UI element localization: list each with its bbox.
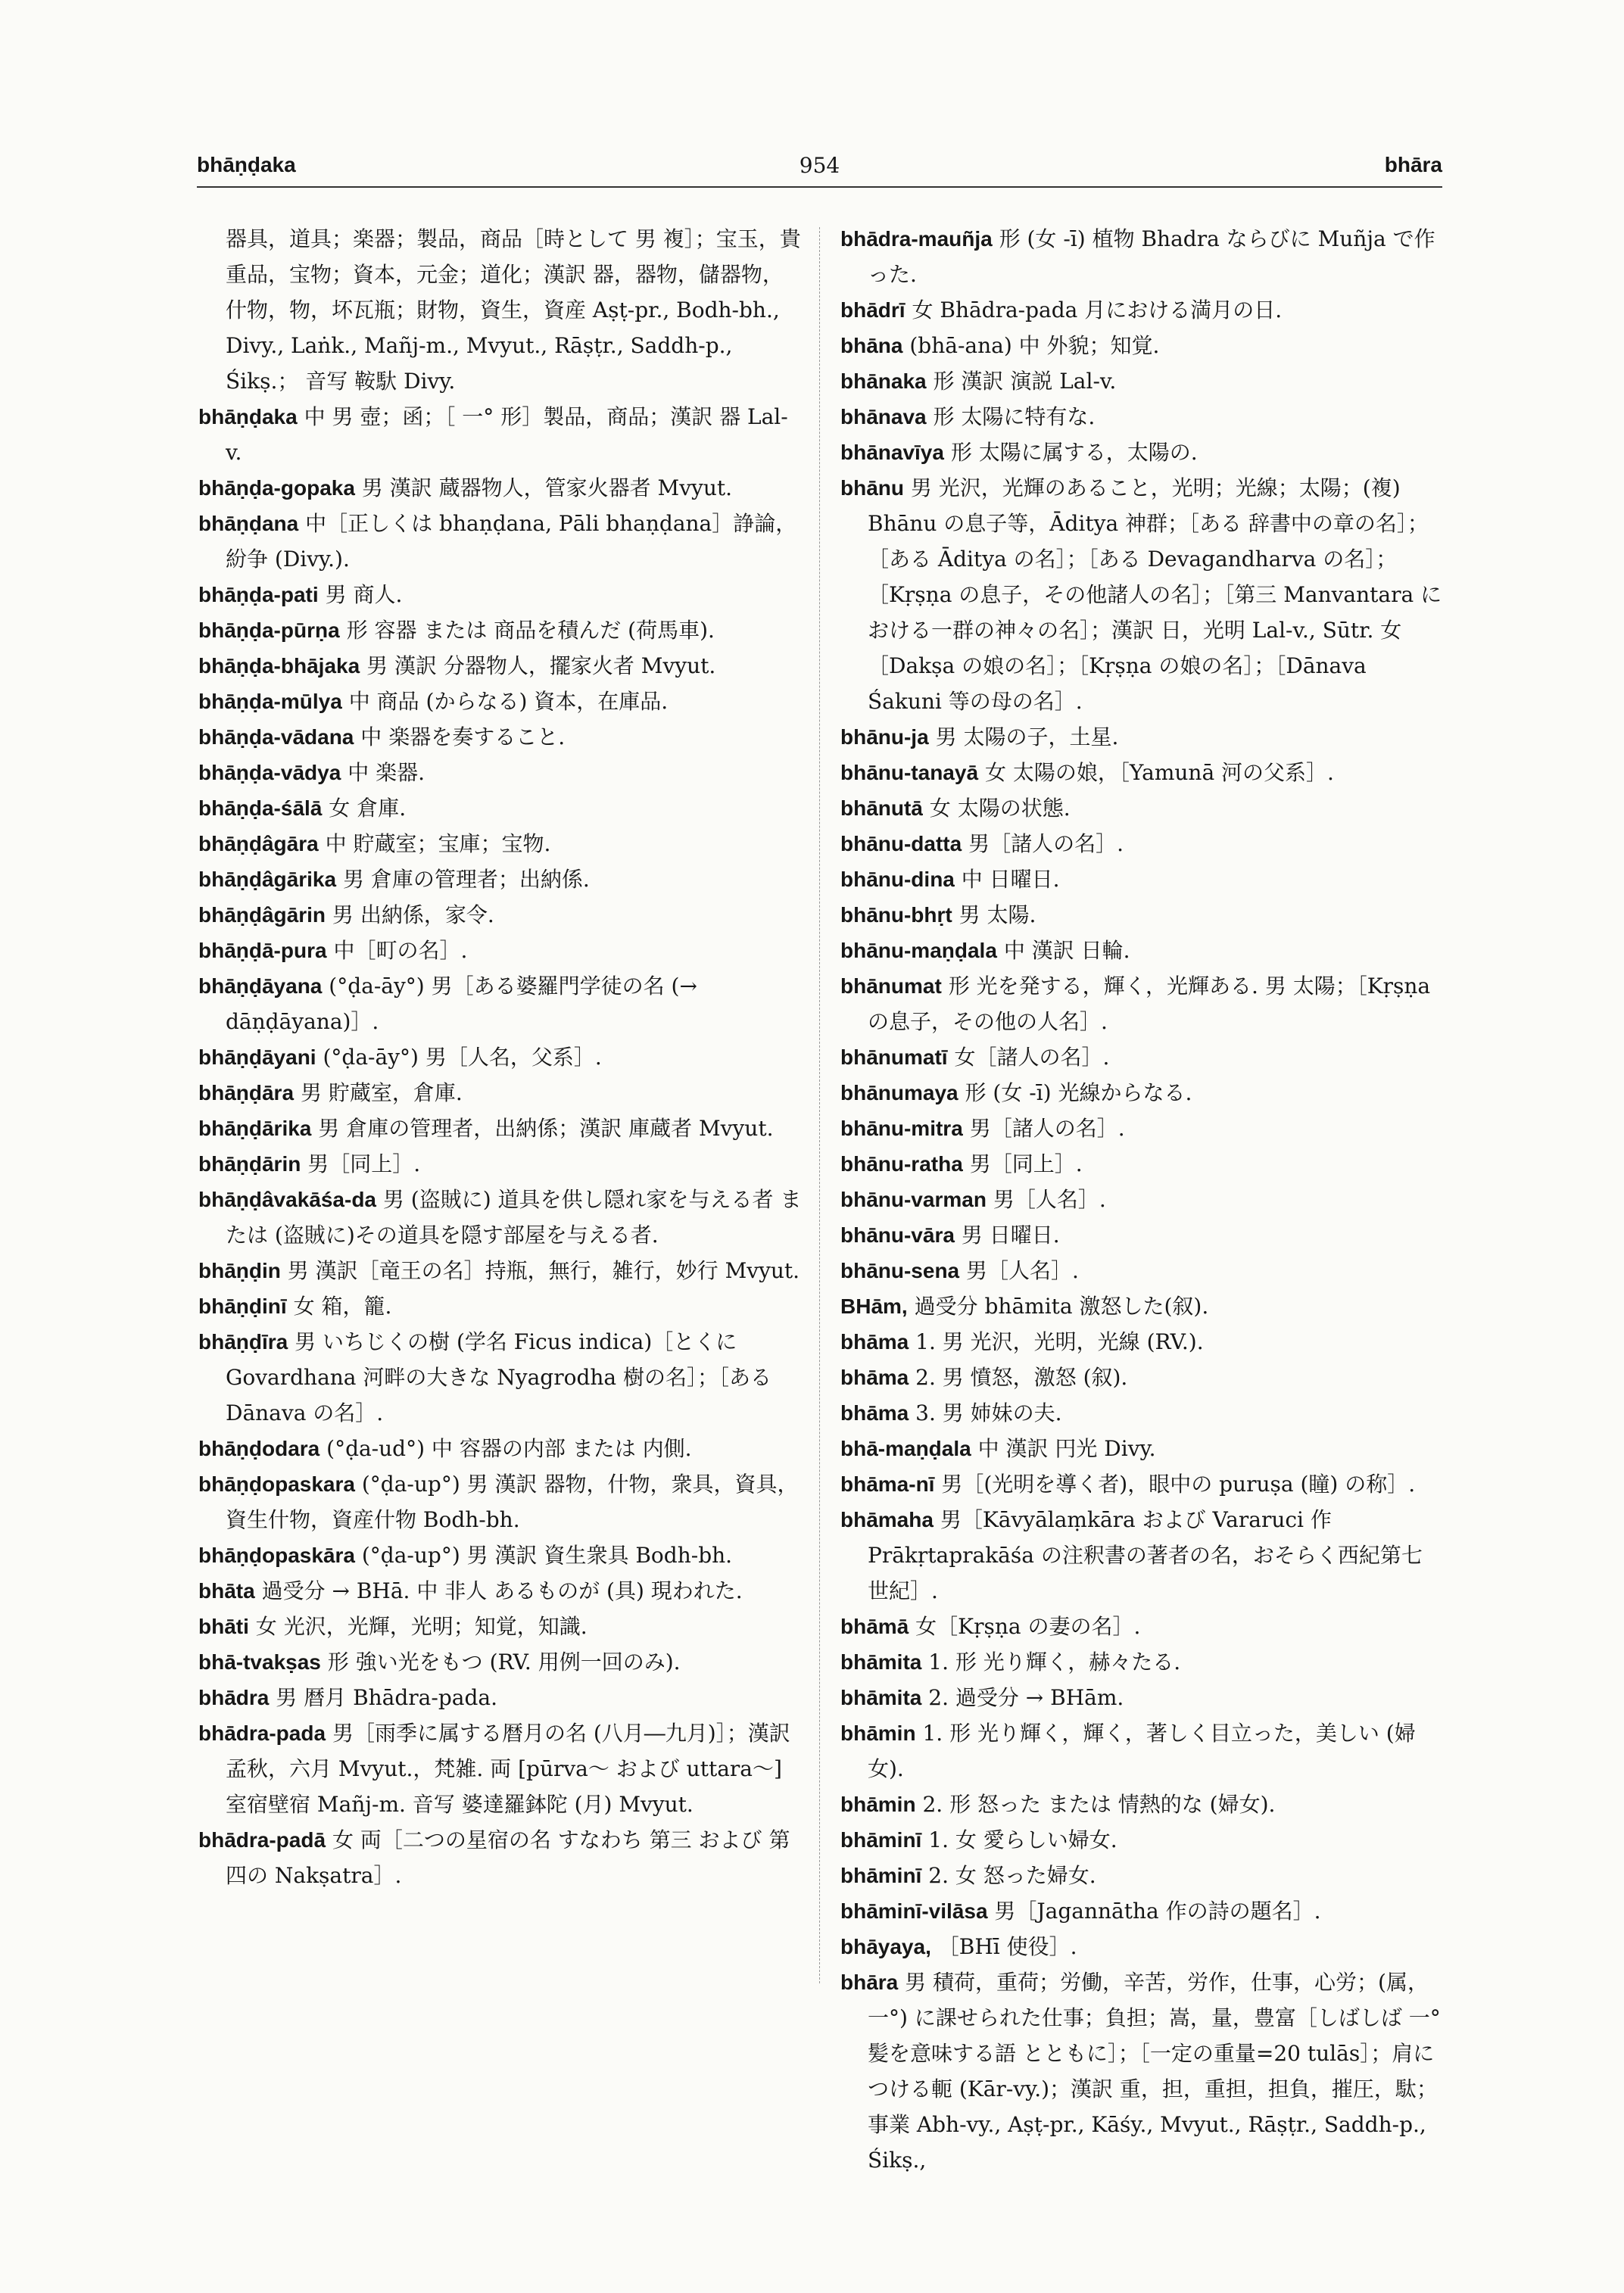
entry-definition: (°ḍa-āy°) 男［ある婆羅門学徒の名 (→ dāṇḍāyana)］. — [226, 974, 697, 1034]
entry-definition: 女 太陽の状態. — [929, 796, 1071, 821]
right-column — [840, 221, 1442, 2178]
entry-definition: 1. 男 光沢，光明，光線 (RV.). — [915, 1329, 1204, 1354]
entry-definition: 男 太陽. — [959, 902, 1036, 927]
entry-definition: 形 漢訳 演説 Lal-v. — [933, 369, 1117, 394]
entry-headword: bhāṇḍa-vādya — [198, 761, 341, 784]
entry-headword: bhāṇḍa-bhājaka — [198, 654, 360, 678]
entry-definition: 男 倉庫の管理者，出納係；漢訳 庫蔵者 Mvyut. — [318, 1116, 774, 1141]
entry-definition: 中 日曜日. — [961, 867, 1060, 892]
entry-definition: 1. 形 光り輝く，輝く，著しく目立った，美しい (婦女). — [868, 1721, 1416, 1781]
dictionary-entry — [198, 684, 804, 719]
entry-headword: bhāṇḍa-śālā — [198, 796, 323, 820]
entry-definition: 男［(光明を導く者)，眼中の puruṣa (瞳) の称］. — [941, 1472, 1416, 1497]
entry-headword: bhāṇḍâvakāśa-da — [198, 1188, 376, 1211]
entry-headword: bhāṇḍāyani — [198, 1045, 316, 1069]
entry-definition: (bhā-ana) 中 外貌；知覚. — [909, 333, 1160, 358]
dictionary-entry — [840, 1822, 1442, 1858]
dictionary-entry — [198, 897, 804, 933]
dictionary-entry — [840, 719, 1442, 755]
entry-definition: 男 積荷，重荷；労働，辛苦，労作，仕事，心労；(属，一°) に課せられた仕事；負担；嵩，量，豊富［しばしば 一° 髪を意味する語 とともに］；［一定の重量=20 tulās］；肩につける軛 (Kār-vy.)；漢訳 重，担，重担，担負，摧圧，駄；事業 Abh-vy., Aṣṭ-pr., Kāśy., Mvyut., Rāṣṭr., Saddh-p., Śikṣ., — [868, 1970, 1441, 2173]
dictionary-entry — [840, 1253, 1442, 1288]
entry-headword: bhānu-tanayā — [840, 761, 979, 784]
entry-headword: bhānumatī — [840, 1045, 948, 1069]
entry-definition: 男［人名］. — [993, 1187, 1106, 1212]
dictionary-entry — [840, 897, 1442, 933]
dictionary-entry — [840, 1395, 1442, 1431]
dictionary-entry — [198, 1039, 804, 1075]
entry-definition: 男［同上］. — [969, 1151, 1083, 1176]
entry-headword: bhāmaha — [840, 1508, 934, 1531]
entry-definition: ［BHī 使役］. — [937, 1934, 1077, 1959]
entry-definition: 中 漢訳 日輪. — [1003, 938, 1130, 963]
entry-definition: 女 両［二つの星宿の名 すなわち 第三 および 第四の Nakṣatra］. — [226, 1827, 790, 1888]
entry-headword: bhāṇḍārin — [198, 1152, 301, 1176]
dictionary-entry — [840, 1039, 1442, 1075]
entry-headword: bhānutā — [840, 796, 923, 820]
entry-definition: 男 日曜日. — [961, 1223, 1060, 1248]
entry-definition: 2. 男 憤怒，激怒 (叙). — [915, 1365, 1128, 1390]
entry-headword: bhādra-pada — [198, 1721, 326, 1745]
entry-definition: 形 (女 -ī) 植物 Bhadra ならびに Muñja で作った. — [868, 226, 1435, 287]
entry-definition: 形 (女 -ī) 光線からなる. — [965, 1080, 1192, 1105]
entry-headword: bhā-maṇḍala — [840, 1437, 971, 1460]
entry-headword: bhāra — [840, 1971, 899, 1994]
entry-definition: 2. 形 怒った または 情熱的な (婦女). — [922, 1792, 1276, 1817]
entry-definition: (°ḍa-up°) 男 漢訳 資生衆具 Bodh-bh. — [361, 1543, 733, 1568]
entry-headword: bhāminī-vilāsa — [840, 1899, 988, 1923]
entry-headword: BHām, — [840, 1294, 908, 1318]
entry-definition: 男 漢訳［竜王の名］持瓶，無行，雑行，妙行 Mvyut. — [287, 1258, 800, 1283]
entry-definition: 器具，道具；楽器；製品，商品［時として 男 複］；宝玉，貴重品，宝物；資本，元金；道化；漢訳 器，器物，儲器物，什物，物，坏瓦瓶；財物，資生，資産 Aṣṭ-pr., Bodh-bh., Divy., Laṅk., Mañj-m., Mvyut., Rāṣṭr., Saddh-p., Śikṣ.； 音写 鞍馱 Divy. — [226, 226, 801, 394]
entry-definition: (°ḍa-up°) 男 漢訳 器物，什物，衆具，資具，資生什物，資産什物 Bodh-bh. — [226, 1472, 799, 1532]
entry-definition: 男［同上］. — [307, 1151, 421, 1176]
entry-definition: 男 (盗賊に) 道具を供し隠れ家を与える者 または (盗賊に)その道具を隠す部屋を与える者. — [226, 1187, 802, 1248]
entry-headword: bhāmita — [840, 1686, 922, 1709]
entry-headword: bhāmā — [840, 1615, 909, 1638]
entry-headword: bhādra-padā — [198, 1828, 326, 1852]
dictionary-entry — [840, 1288, 1442, 1324]
entry-headword: bhāma — [840, 1330, 909, 1354]
entry-definition: 2. 過受分 → BHām. — [928, 1685, 1124, 1710]
entry-headword: bhādrī — [840, 298, 906, 322]
entry-headword: bhāṇḍā-pura — [198, 939, 327, 962]
dictionary-entry — [198, 1466, 804, 1537]
dictionary-entry — [840, 1502, 1442, 1609]
dictionary-entry — [840, 1075, 1442, 1111]
dictionary-entry — [840, 399, 1442, 435]
entry-headword: bhāṇḍana — [198, 512, 299, 535]
entry-headword: bhāminī — [840, 1864, 922, 1887]
entry-definition: 男 漢訳 分器物人，擺家火者 Mvyut. — [366, 653, 716, 678]
dictionary-entry — [840, 968, 1442, 1039]
dictionary-entry — [840, 1182, 1442, 1217]
entry-definition: 男 倉庫の管理者；出納係. — [342, 867, 590, 892]
entry-definition: 男［諸人の名］. — [969, 1116, 1125, 1141]
entry-definition: 男［諸人の名］. — [968, 831, 1124, 856]
dictionary-entry — [198, 1182, 804, 1253]
entry-headword: bhānu — [840, 476, 904, 500]
entry-headword: bhāṇḍin — [198, 1259, 281, 1282]
entry-definition: 中 楽器を奏すること. — [360, 724, 566, 749]
entry-definition: 過受分 bhāmita 激怒した(叙). — [914, 1294, 1209, 1319]
entry-definition: 過受分 → BHā. 中 非人 あるものが (具) 現われた. — [261, 1578, 743, 1603]
entry-headword: bhānu-sena — [840, 1259, 960, 1282]
entry-definition: 男 商人. — [325, 582, 403, 607]
dictionary-entry — [198, 399, 804, 470]
dictionary-entry — [198, 1288, 804, 1324]
dictionary-entry — [198, 1537, 804, 1573]
entry-definition: 女 Bhādra-pada 月における満月の日. — [912, 298, 1283, 322]
entry-definition: 男 漢訳 蔵器物人，管家火器者 Mvyut. — [361, 475, 733, 500]
entry-headword: bhāma-nī — [840, 1472, 935, 1496]
dictionary-entry — [840, 221, 1442, 292]
dictionary-entry — [198, 506, 804, 577]
entry-headword: bhāṇḍa-mūlya — [198, 690, 342, 713]
dictionary-entry — [840, 1893, 1442, 1929]
dictionary-entry — [198, 612, 804, 648]
entry-headword: bhāmin — [840, 1721, 916, 1745]
entry-definition: 1. 形 光り輝く，赫々たる. — [928, 1650, 1181, 1675]
dictionary-entry — [840, 292, 1442, 328]
dictionary-entry — [840, 1609, 1442, 1644]
dictionary-entry — [198, 719, 804, 755]
entry-definition: 女 光沢，光輝，光明；知覚，知識. — [255, 1614, 588, 1639]
entry-headword: bhānu-bhṛt — [840, 903, 952, 927]
entry-headword: bhāṇḍâgāra — [198, 832, 319, 855]
entry-definition: 1. 女 愛らしい婦女. — [928, 1827, 1117, 1852]
entry-headword: bhānu-datta — [840, 832, 962, 855]
entry-headword: bhāṇḍodara — [198, 1437, 320, 1460]
entry-headword: bhāṇḍopaskāra — [198, 1544, 355, 1567]
dictionary-entry — [198, 933, 804, 968]
entry-definition: 中［町の名］. — [333, 938, 468, 963]
dictionary-entry — [840, 1787, 1442, 1822]
entry-headword: bhāmita — [840, 1650, 922, 1674]
dictionary-entry — [198, 1431, 804, 1466]
entry-definition: 形 太陽に特有な. — [933, 404, 1096, 429]
dictionary-entry — [840, 1360, 1442, 1395]
entry-headword: bhāma — [840, 1366, 909, 1389]
entry-definition: 形 光を発する，輝く，光輝ある. 男 太陽；［Kṛṣṇa の息子，その他の人名］. — [868, 974, 1431, 1034]
entry-headword: bhāmin — [840, 1793, 916, 1816]
entry-headword: bhāyaya, — [840, 1935, 931, 1958]
entry-headword: bhāti — [198, 1615, 249, 1638]
entry-definition: 2. 女 怒った婦女. — [928, 1863, 1096, 1888]
entry-definition: 男［雨季に属する暦月の名 (八月―九月)］；漢訳 孟秋，六月 Mvyut.，梵雑. 両 [pūrva～ および uttara～] 室宿壁宿 Mañj-m. 音写 婆達羅鉢陀 (月) Mvyut. — [226, 1721, 790, 1817]
entry-headword: bhānumat — [840, 974, 942, 998]
dictionary-entry — [840, 1146, 1442, 1182]
header-right-headword: bhāra — [1384, 153, 1442, 176]
dictionary-entry — [198, 1609, 804, 1644]
entry-headword: bhāṇḍa-pūrṇa — [198, 618, 340, 642]
dictionary-entry — [198, 1644, 804, 1680]
dictionary-entry — [840, 755, 1442, 790]
entry-headword: bhānumaya — [840, 1081, 959, 1104]
entry-headword: bhādra-mauñja — [840, 227, 993, 251]
dictionary-entry — [198, 1075, 804, 1111]
dictionary-entry — [198, 1253, 804, 1288]
entry-headword: bhānu-mitra — [840, 1117, 963, 1140]
entry-definition: 男 暦月 Bhādra-pada. — [276, 1685, 497, 1710]
dictionary-entry — [840, 1431, 1442, 1466]
entry-definition: 形 太陽に属する，太陽の. — [950, 440, 1198, 465]
entry-definition: 女 倉庫. — [329, 796, 407, 821]
dictionary-entry — [840, 1324, 1442, 1360]
entry-definition: 女［Kṛṣṇa の妻の名］. — [915, 1614, 1141, 1639]
entry-headword: bhāma — [840, 1401, 909, 1425]
left-column — [198, 221, 804, 1893]
entry-headword: bhāṇḍīra — [198, 1330, 288, 1354]
entry-headword: bhānava — [840, 405, 927, 428]
entry-headword: bhāṇḍâgārin — [198, 903, 326, 927]
entry-headword: bhāṇḍāyana — [198, 974, 323, 998]
dictionary-entry — [198, 826, 804, 861]
entry-headword: bhāminī — [840, 1828, 922, 1852]
dictionary-entry — [198, 1573, 804, 1609]
entry-definition: 男［人名］. — [966, 1258, 1079, 1283]
entry-definition: (°ḍa-āy°) 男［人名，父系］. — [323, 1045, 602, 1070]
entry-definition: 中 漢訳 円光 Divy. — [977, 1436, 1156, 1461]
entry-headword: bhāṇḍa-pati — [198, 583, 319, 606]
dictionary-entry — [840, 933, 1442, 968]
dictionary-entry — [198, 1111, 804, 1146]
entry-headword: bhādra — [198, 1686, 270, 1709]
entry-definition: 3. 男 姉妹の夫. — [915, 1400, 1062, 1425]
entry-definition: 女 太陽の娘，［Yamunā 河の父系］. — [984, 760, 1334, 785]
entry-headword: bhānu-vāra — [840, 1223, 955, 1247]
entry-definition: 男 出納係，家令. — [332, 902, 494, 927]
dictionary-entry — [198, 1715, 804, 1822]
dictionary-entry — [840, 1680, 1442, 1715]
entry-headword: bhānavīya — [840, 441, 944, 464]
dictionary-entry — [840, 435, 1442, 470]
entry-headword: bhāṇḍa-vādana — [198, 725, 354, 749]
dictionary-entry — [198, 790, 804, 826]
dictionary-entry — [840, 1466, 1442, 1502]
entry-headword: bhāṇḍopaskara — [198, 1472, 355, 1496]
entry-definition: 中 貯蔵室；宝庫；宝物. — [325, 831, 551, 856]
dictionary-entry — [840, 1111, 1442, 1146]
dictionary-entry — [198, 648, 804, 684]
entry-headword: bhānu-maṇḍala — [840, 939, 997, 962]
entry-definition: 中［正しくは bhaṇḍana, Pāli bhaṇḍana］諍論，紛争 (Divy.). — [226, 511, 797, 572]
entry-definition: 中 楽器. — [348, 760, 425, 785]
dictionary-entry — [198, 1822, 804, 1893]
entry-definition: 男 貯蔵室，倉庫. — [300, 1080, 463, 1105]
entry-headword: bhāta — [198, 1579, 255, 1603]
entry-definition: 男 いちじくの樹 (学名 Ficus indica)［とくに Govardhana 河畔の大きな Nyagrodha 樹の名］；［ある Dānava の名］. — [226, 1329, 772, 1425]
entry-definition: 男［Jagannātha 作の詩の題名］. — [994, 1899, 1321, 1924]
entry-headword: bhānu-ratha — [840, 1152, 963, 1176]
column-divider — [819, 227, 820, 1983]
dictionary-entry — [198, 861, 804, 897]
dictionary-entry — [840, 1217, 1442, 1253]
dictionary-entry — [840, 861, 1442, 897]
entry-headword: bhā-tvakṣas — [198, 1650, 321, 1674]
entry-headword: bhānu-varman — [840, 1188, 987, 1211]
dictionary-entry — [840, 1644, 1442, 1680]
dictionary-entry — [840, 1929, 1442, 1964]
dictionary-entry — [198, 968, 804, 1039]
dictionary-entry — [840, 790, 1442, 826]
entry-definition: 男 太陽の子，土星. — [935, 724, 1119, 749]
dictionary-entry — [840, 826, 1442, 861]
page-header — [197, 153, 1442, 188]
dictionary-entry — [840, 363, 1442, 399]
entry-definition: 形 容器 または 商品を積んだ (荷馬車). — [346, 618, 715, 643]
entry-headword: bhāṇḍa-gopaka — [198, 476, 355, 500]
entry-headword: bhāna — [840, 334, 903, 357]
entry-definition: 中 商品 (からなる) 資本，在庫品. — [348, 689, 669, 714]
entry-headword: bhānaka — [840, 369, 927, 393]
entry-headword: bhāṇḍâgārika — [198, 868, 337, 891]
entry-definition: 中 男 壺；函；［ 一° 形］製品，商品；漢訳 器 Lal-v. — [226, 404, 788, 465]
dictionary-entry — [198, 1324, 804, 1431]
dictionary-entry — [840, 1964, 1442, 2178]
entry-headword: bhāṇḍārika — [198, 1117, 312, 1140]
entry-definition: 男 光沢，光輝のあること，光明；光線；太陽；(複) Bhānu の息子等，Āditya 神群；［ある 辞書中の章の名］；［ある Āditya の名］；［ある Devagandharva の名］；［Kṛṣṇa の息子，その他諸人の名］；［第三 Manvantara における一群の神々の名］；漢訳 日，光明 Lal-v., Sūtr. 女［Dakṣa の娘の名］；［Kṛṣṇa の娘の名］；［Dānava Śakuni 等の母の名］. — [868, 475, 1442, 714]
dictionary-entry — [840, 328, 1442, 363]
dictionary-entry — [840, 1715, 1442, 1787]
dictionary-entry — [198, 1680, 804, 1715]
entry-headword: bhānu-dina — [840, 868, 955, 891]
header-left-headword: bhāṇḍaka — [197, 153, 296, 176]
dictionary-entry — [198, 755, 804, 790]
entry-headword: bhāṇḍaka — [198, 405, 298, 428]
entry-definition: 男［Kāvyālaṃkāra および Vararuci 作 Prākṛtaprakāśa の注釈書の著者の名，おそらく西紀第七世紀］. — [868, 1507, 1423, 1603]
entry-definition: 女 箱，籠. — [293, 1294, 392, 1319]
entry-headword: bhānu-ja — [840, 725, 929, 749]
dictionary-entry — [198, 221, 804, 399]
entry-headword: bhāṇḍāra — [198, 1081, 295, 1104]
page-number: 954 — [799, 153, 840, 178]
entry-definition: (°ḍa-ud°) 中 容器の内部 または 内側. — [326, 1436, 692, 1461]
dictionary-entry — [840, 1858, 1442, 1893]
dictionary-entry — [198, 577, 804, 612]
entry-definition: 女［諸人の名］. — [954, 1045, 1110, 1070]
dictionary-entry — [198, 1146, 804, 1182]
entry-headword: bhāṇḍinī — [198, 1294, 287, 1318]
entry-definition: 形 強い光をもつ (RV. 用例一回のみ). — [327, 1650, 681, 1675]
dictionary-entry — [840, 470, 1442, 719]
dictionary-entry — [198, 470, 804, 506]
